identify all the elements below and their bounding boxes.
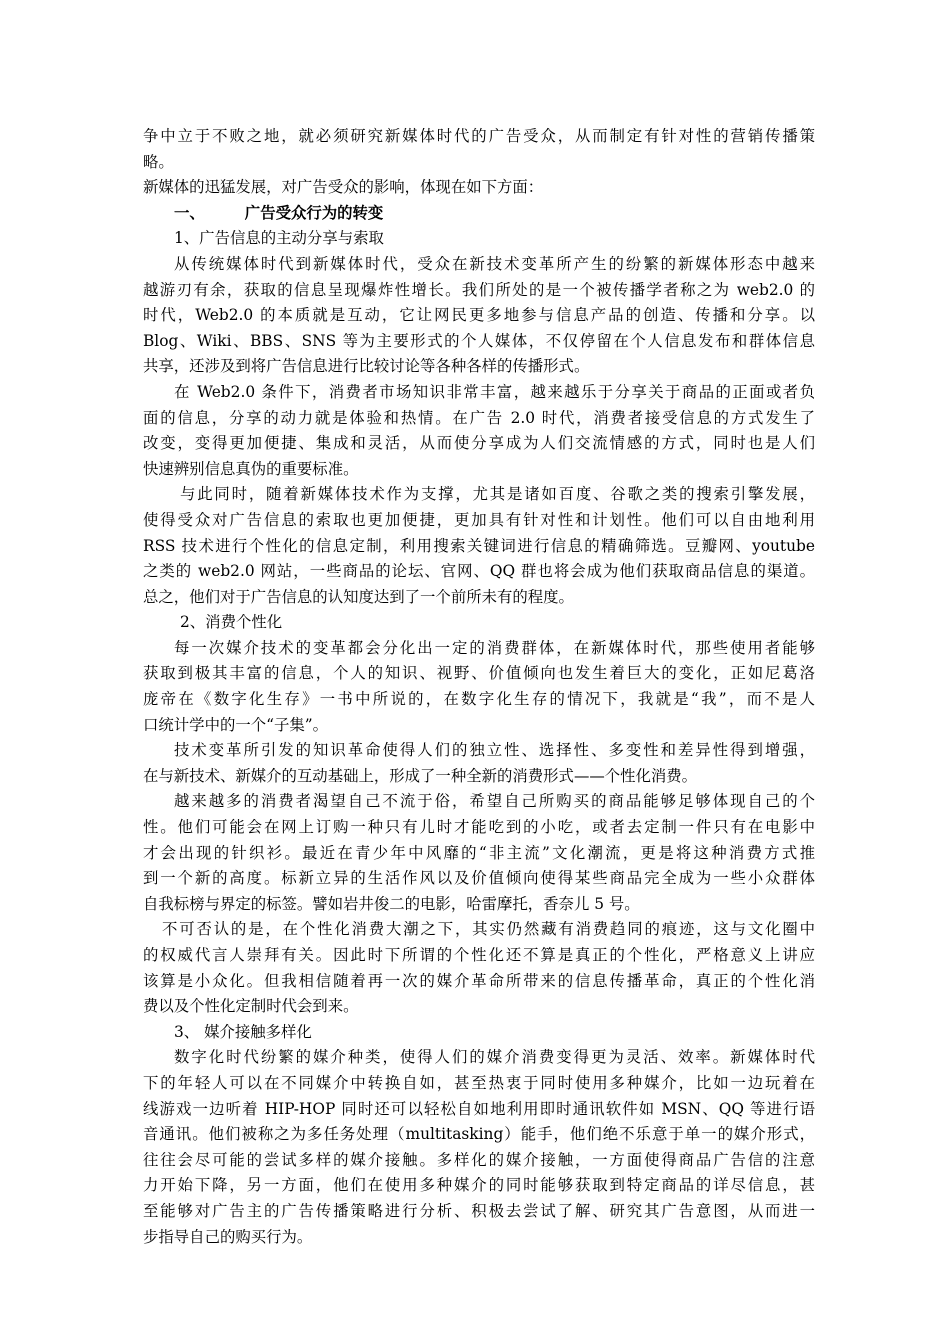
text-line: 自我标榜与界定的标签。譬如岩井俊二的电影，哈雷摩托，香奈儿 5 号。 bbox=[143, 894, 640, 913]
text-line: Blog、Wiki、BBS、SNS 等为主要形式的个人媒体，不仅停留在个人信息发布和群体信息 bbox=[143, 331, 815, 350]
document-page bbox=[143, 124, 815, 1250]
text-line: 之类的 web2.0 网站，一些商品的论坛、官网、QQ 群也将会成为他们获取商品信息的渠道。 bbox=[143, 562, 815, 581]
text-line: 使得受众对广告信息的索取也更加便捷，更加具有针对性和计划性。他们可以自由地利用 bbox=[143, 510, 815, 529]
heading-title: 广告受众行为的转变 bbox=[244, 203, 384, 222]
text-line: 性。他们可能会在网上订购一种只有儿时才能吃到的小吃，或者去定制一件只有在电影中 bbox=[143, 818, 815, 837]
text-line: 新媒体的迅猛发展，对广告受众的影响，体现在如下方面： bbox=[143, 178, 544, 197]
section-heading bbox=[143, 201, 815, 227]
text-line: 步指导自己的购买行为。 bbox=[143, 1227, 313, 1246]
text-line: 下的年轻人可以在不同媒介中转换自如，甚至热衷于同时使用多种媒介，比如一边玩着在 bbox=[143, 1073, 815, 1092]
text-line: 往往会尽可能的尝试多样的媒介接触。多样化的媒介接触，一方面使得商品广告信的注意 bbox=[143, 1150, 815, 1169]
text-line: 该算是小众化。但我相信随着再一次的媒介革命所带来的信息传播革命，真正的个性化消 bbox=[143, 971, 815, 990]
text-line: RSS 技术进行个性化的信息定制，利用搜索关键词进行信息的精确筛选。豆瓣网、youtube bbox=[143, 536, 815, 555]
text-line: 在与新技术、新媒介的互动基础上，形成了一种全新的消费形式——个性化消费。 bbox=[143, 766, 698, 785]
text-line: 音通讯。他们被称之为多任务处理（multitasking）能手，他们绝不乐意于单一的媒介形式， bbox=[143, 1125, 815, 1144]
text-line: 3、 媒介接触多样化 bbox=[174, 1022, 312, 1041]
text-line: 不可否认的是，在个性化消费大潮之下，其实仍然藏有消费趋同的痕迹，这与文化圈中 bbox=[162, 920, 815, 939]
text-line: 力开始下降，另一方面，他们在使用多种媒介的同时能够获取到特定商品的详尽信息，甚 bbox=[143, 1176, 815, 1195]
text-line: 2、消费个性化 bbox=[180, 613, 283, 632]
text-line: 技术变革所引发的知识革命使得人们的独立性、选择性、多变性和差异性得到增强， bbox=[174, 741, 815, 760]
text-line: 到一个新的高度。标新立异的生活作风以及价值倾向使得某些商品完全成为一些小众群体 bbox=[143, 869, 815, 888]
text-line: 口统计学中的一个“子集”。 bbox=[143, 715, 329, 734]
text-line: 每一次媒介技术的变革都会分化出一定的消费群体，在新媒体时代，那些使用者能够 bbox=[174, 638, 815, 657]
text-line: 越游刃有余，获取的信息呈现爆炸性增长。我们所处的是一个被传播学者称之为 web2.0 的 bbox=[143, 280, 815, 299]
text-line: 至能够对广告主的广告传播策略进行分析、积极去尝试了解、研究其广告意图，从而进一 bbox=[143, 1201, 815, 1220]
text-line: 费以及个性化定制时代会到来。 bbox=[143, 997, 359, 1016]
text-line: 略。 bbox=[143, 152, 174, 171]
text-line: 才会出现的针织衫。最近在青少年中风靡的“非主流”文化潮流，更是将这种消费方式推 bbox=[143, 843, 815, 862]
text-line: 时代，Web2.0 的本质就是互动，它让网民更多地参与信息产品的创造、传播和分享。以 bbox=[143, 306, 815, 325]
text-line: 获取到极其丰富的信息，个人的知识、视野、价值倾向也发生着巨大的变化，正如尼葛洛 bbox=[143, 664, 815, 683]
text-line: 从传统媒体时代到新媒体时代，受众在新技术变革所产生的纷繁的新媒体形态中越来 bbox=[174, 254, 815, 273]
text-line: 线游戏一边听着 HIP-HOP 同时还可以轻松自如地利用即时通讯软件如 MSN、QQ 等进行语 bbox=[143, 1099, 815, 1118]
text-line: 数字化时代纷繁的媒介种类，使得人们的媒介消费变得更为灵活、效率。新媒体时代 bbox=[174, 1048, 815, 1067]
text-line: 快速辨别信息真伪的重要标准。 bbox=[143, 459, 359, 478]
heading-number: 一、 bbox=[174, 203, 205, 222]
text-line: 与此同时，随着新媒体技术作为支撑，尤其是诸如百度、谷歌之类的搜索引擎发展， bbox=[180, 485, 815, 504]
text-line: 共享，还涉及到将广告信息进行比较讨论等各种各样的传播形式。 bbox=[143, 357, 590, 376]
text-line: 面的信息，分享的动力就是体验和热情。在广告 2.0 时代，消费者接受信息的方式发生了 bbox=[143, 408, 815, 427]
text-line: 总之，他们对于广告信息的认知度达到了一个前所未有的程度。 bbox=[143, 587, 574, 606]
text-line: 争中立于不败之地，就必须研究新媒体时代的广告受众，从而制定有针对性的营销传播策 bbox=[143, 127, 815, 145]
text-line: 1、广告信息的主动分享与索取 bbox=[174, 229, 384, 248]
text-line: 越来越多的消费者渴望自己不流于俗，希望自己所购买的商品能够足够体现自己的个 bbox=[174, 792, 815, 811]
text-line: 在 Web2.0 条件下，消费者市场知识非常丰富，越来越乐于分享关于商品的正面或者负 bbox=[174, 382, 815, 401]
text-line: 改变，变得更加便捷、集成和灵活，从而使分享成为人们交流情感的方式，同时也是人们 bbox=[143, 434, 815, 453]
text-line: 的权威代言人崇拜有关。因此时下所谓的个性化还不算是真正的个性化，严格意义上讲应 bbox=[143, 946, 815, 964]
text-line: 庞帝在《数字化生存》一书中所说的，在数字化生存的情况下，我就是“我”，而不是人 bbox=[143, 690, 815, 709]
